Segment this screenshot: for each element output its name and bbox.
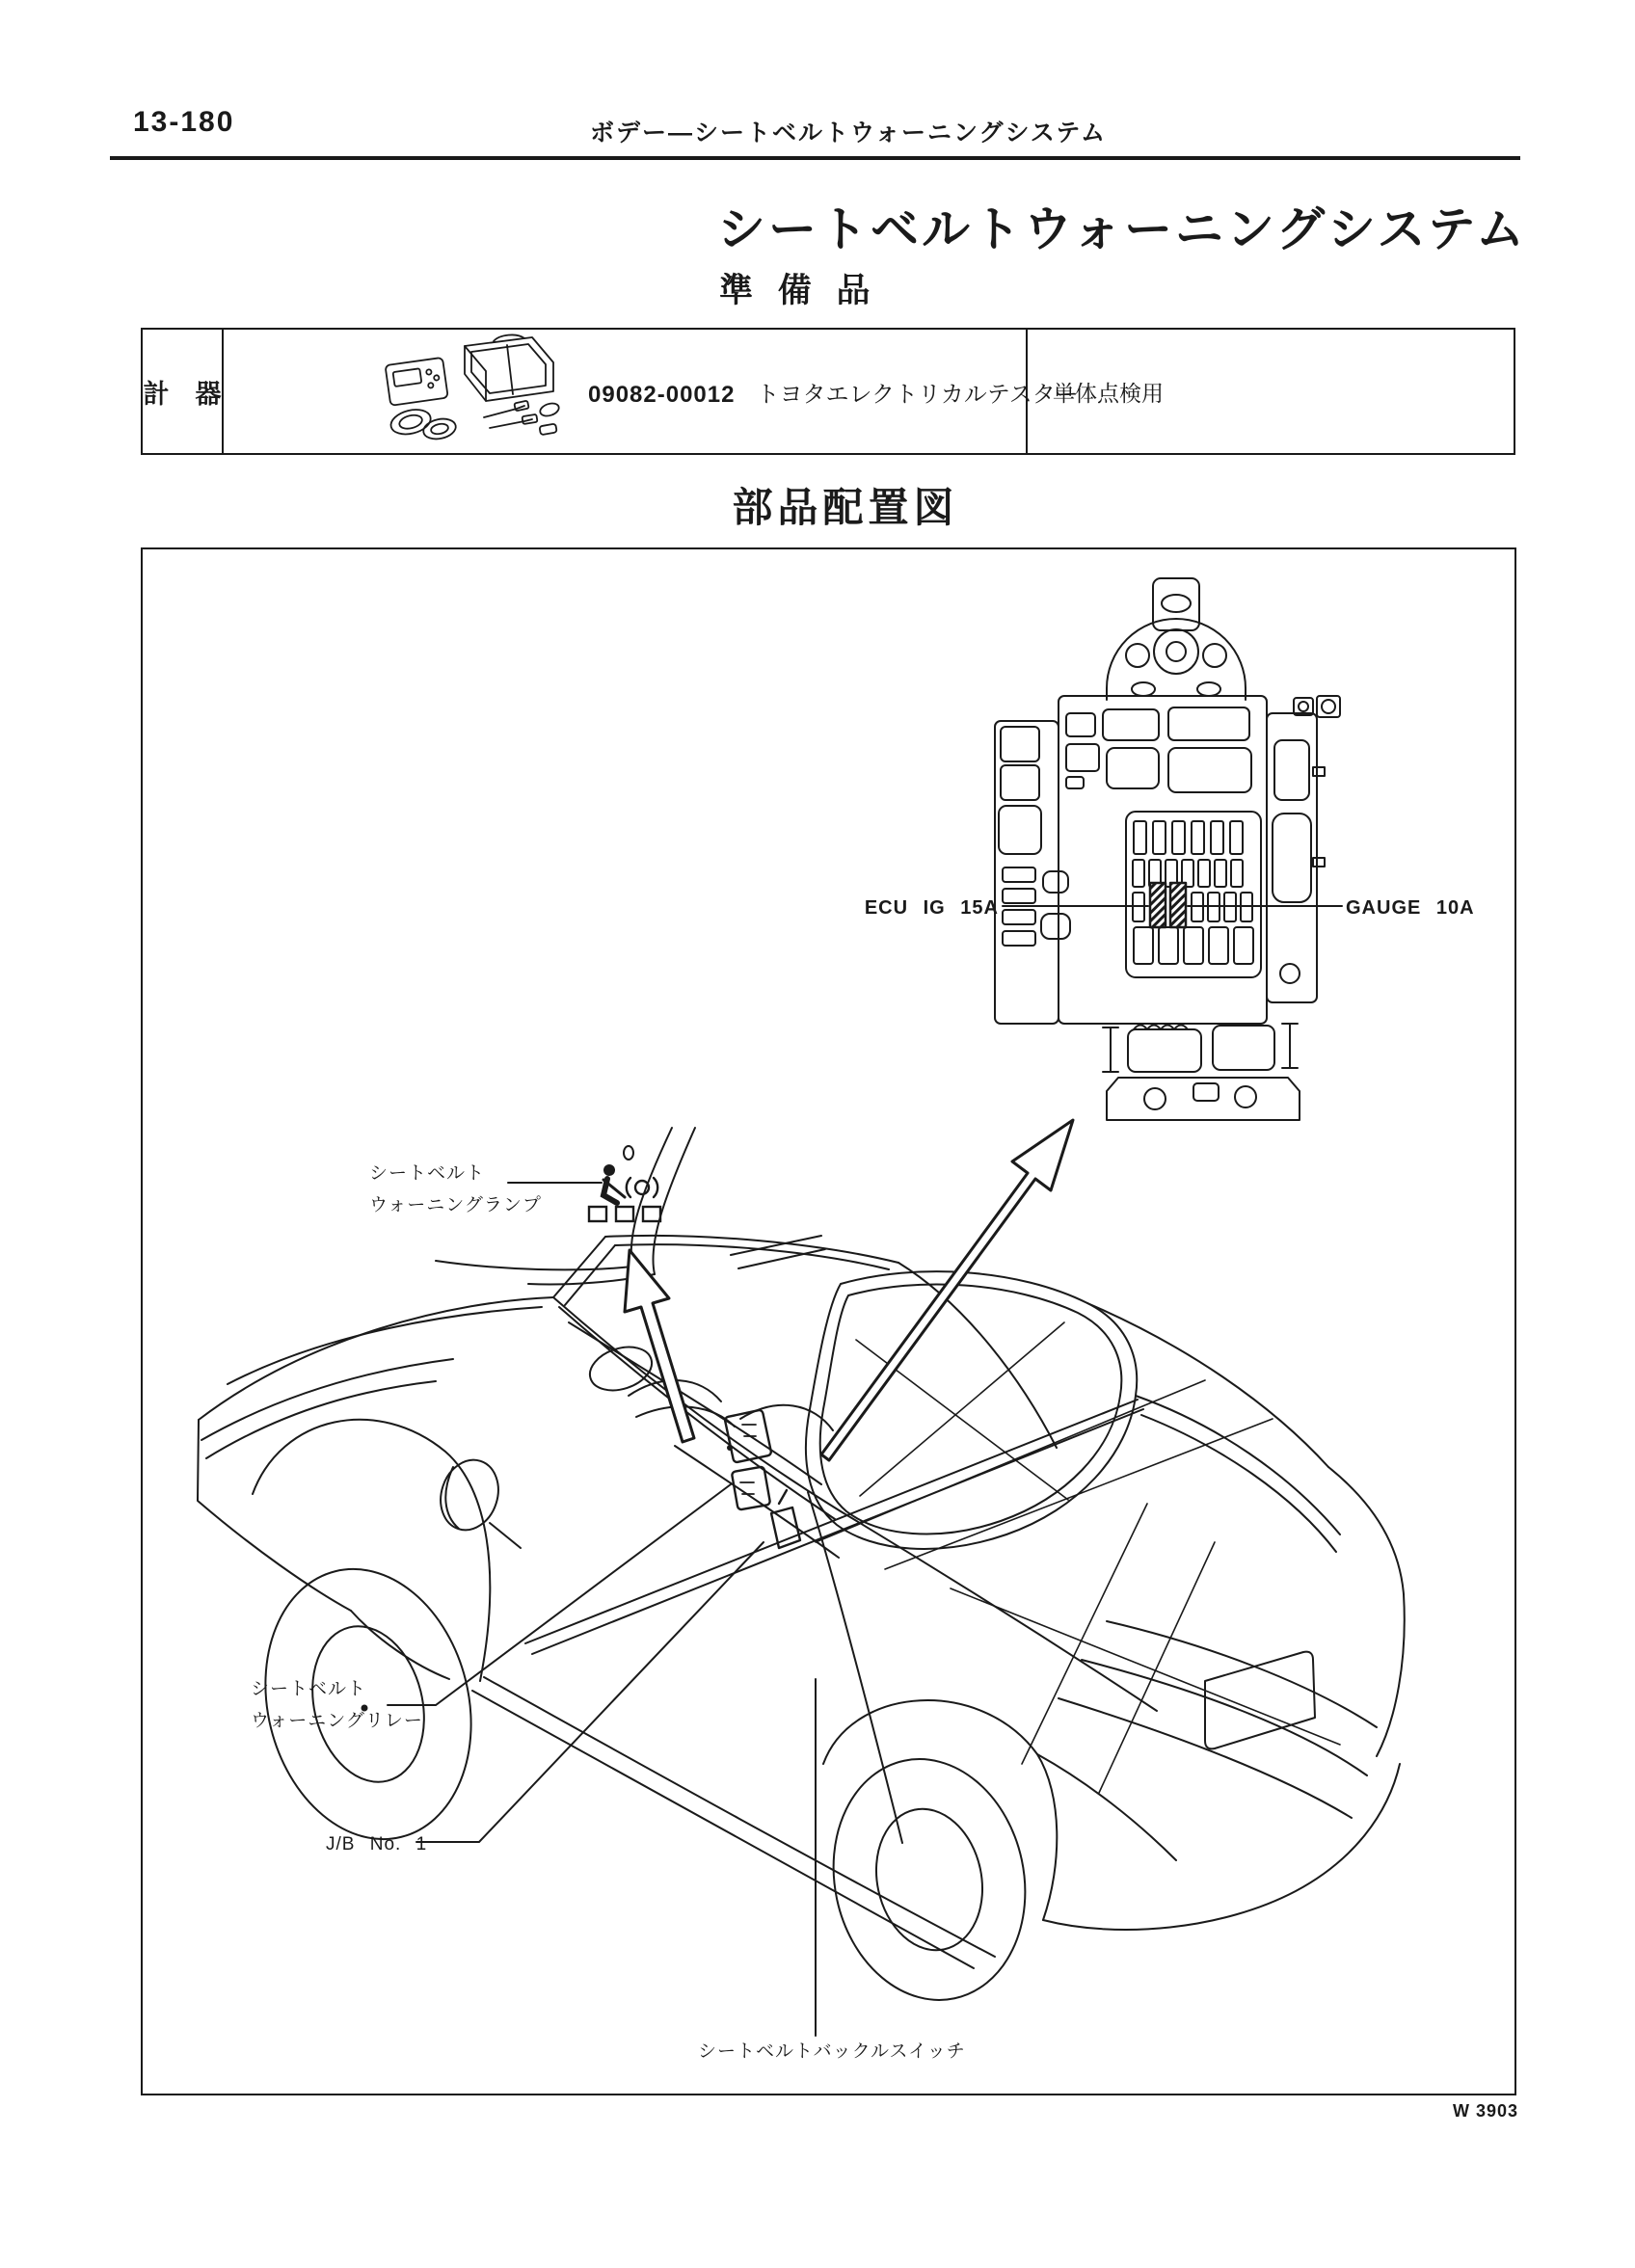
junction-block-illustration <box>995 578 1340 1120</box>
tool-note: 単体点検用 <box>1053 380 1164 406</box>
callout-junction-block: J/B No. 1 <box>326 1834 428 1854</box>
electrical-tester-illustration <box>370 333 575 450</box>
table-cell-category <box>143 330 224 453</box>
section-heading-location: 部品配置図 <box>732 485 959 530</box>
preparation-table <box>141 328 1515 455</box>
parts-location-artwork <box>141 547 1516 2095</box>
callout-warning-lamp-line2: ウォーニングランプ <box>369 1195 542 1215</box>
arrow-to-cluster-detail <box>625 1250 694 1442</box>
callout-warning-relay <box>251 1673 423 1737</box>
car-illustration <box>198 1236 1405 2018</box>
callout-warning-relay-line2: ウォーニングリレー <box>251 1711 423 1731</box>
callout-gauge-fuse: GAUGE 10A <box>1346 897 1475 919</box>
callout-ecu-ig-fuse: ECU IG 15A <box>864 897 999 919</box>
running-header: ボデー—シートベルトウォーニングシステム <box>589 120 1107 147</box>
tool-part-number: 09082-00012 <box>588 381 736 408</box>
callout-buckle-switch: シートベルトバックルスイッチ <box>698 2041 966 2062</box>
page-title: シートベルトウォーニングシステム <box>717 202 1527 256</box>
table-cell-note <box>1028 330 1515 453</box>
page-number: 13-180 <box>133 106 235 138</box>
callout-warning-relay-line1: シートベルト <box>251 1679 367 1699</box>
tool-description <box>588 375 1079 409</box>
header-rule <box>110 156 1520 160</box>
callout-leader-lines <box>388 906 1342 2036</box>
gauge-fuse <box>1170 883 1186 927</box>
table-cell-tool <box>224 330 1079 453</box>
ecu-ig-fuse <box>1150 883 1166 927</box>
section-heading-preparation: 準 備 品 <box>719 272 878 309</box>
tool-part-name: トヨタエレクトリカルテスター <box>756 381 1079 408</box>
category-label: 計 器 <box>143 379 222 409</box>
callout-warning-lamp <box>369 1158 542 1221</box>
callout-warning-lamp-line1: シートベルト <box>369 1163 486 1184</box>
figure-code: W 3903 <box>1452 2101 1518 2121</box>
